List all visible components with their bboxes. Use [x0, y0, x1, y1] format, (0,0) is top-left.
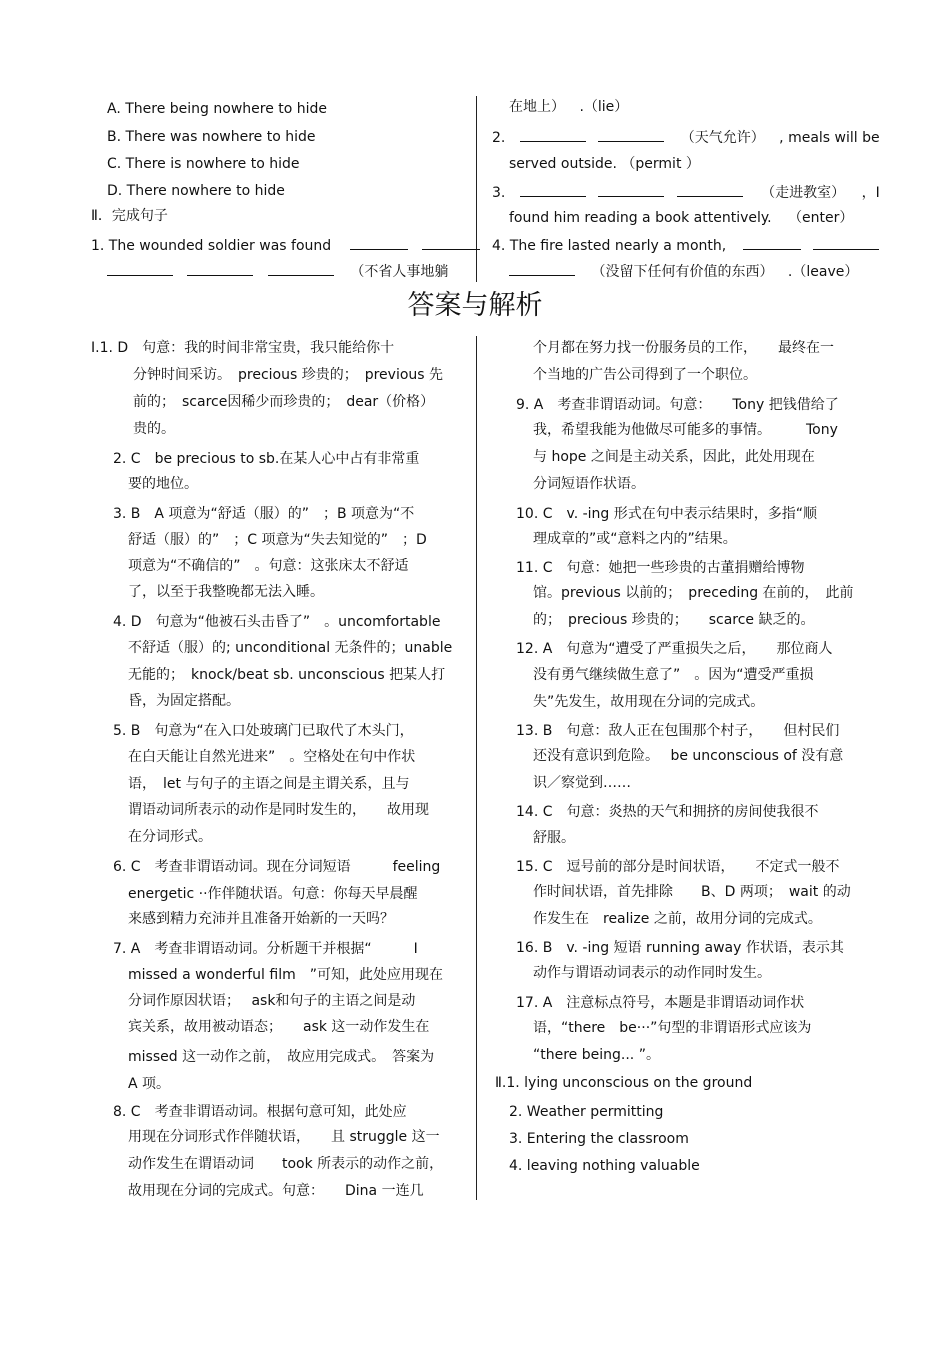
answer-left-line: 谓语动词所表示的动作是同时发生的， 故用现: [128, 802, 429, 818]
question-2-hint: （天气允许）: [680, 130, 765, 146]
answer-left-line: 昏，为固定搭配。: [128, 693, 240, 709]
answer-right-line: 的； precious 珍贵的； scarce 缺乏的。: [533, 612, 815, 628]
blank[interactable]: [268, 262, 334, 276]
question-4: [492, 236, 879, 255]
answer-right-line: 我，希望我能为他做尽可能多的事情。 Tony: [533, 422, 838, 438]
blank[interactable]: [598, 183, 664, 197]
answer-right-line: 馆。previous 以前的； preceding 在前的， 此前: [533, 585, 854, 601]
answer-right-line: 与 hope 之间是主动关系，因此，此处用现在: [533, 449, 815, 465]
question-1-hint-cont: [509, 98, 628, 116]
answer-left-line: missed a wonderful film ”可知，此处应用现在: [128, 967, 443, 983]
question-4-verb: .（leave）: [787, 264, 859, 280]
question-3-cont-text: found him reading a book attentively.: [509, 210, 772, 226]
blank[interactable]: [187, 262, 253, 276]
answer-right-line: 12. A 句意为“遭受了严重损失之后， 那位商人: [516, 641, 833, 657]
answer-left-line: 语， let 与句子的主语之间是主谓关系，且与: [128, 776, 410, 792]
answer-left-line: missed 这一动作之前， 故应用完成式。 答案为: [128, 1049, 435, 1065]
option-a: A. There being nowhere to hide: [107, 101, 328, 117]
answer-right-line: 15. C 逗号前的部分是时间状语， 不定式一般不: [516, 859, 840, 875]
answer-right-line: 语，“there be···”句型的非谓语形式应该为: [533, 1020, 812, 1036]
bottom-column-divider: [476, 336, 477, 1200]
option-b: B. There was nowhere to hide: [107, 129, 316, 145]
answer-left-line: A 项。: [128, 1076, 171, 1092]
answer-left-line: 贵的。: [133, 421, 175, 437]
question-1-text: 1. The wounded soldier was found: [91, 238, 332, 254]
question-1-hint-end: 在地上）: [509, 99, 565, 115]
question-1-verb: .（lie）: [579, 99, 629, 115]
answer-left-line: 用现在分词形式作伴随状语， 且 struggle 这一: [128, 1129, 440, 1145]
question-3-hint: （走进教室）: [761, 185, 846, 201]
blank[interactable]: [813, 236, 879, 250]
blank[interactable]: [520, 128, 586, 142]
blank[interactable]: [743, 236, 801, 250]
question-3-text: ，I: [861, 185, 880, 201]
answer-right-line: 17. A 注意标点符号，本题是非谓语动词作状: [516, 995, 805, 1011]
answer-left-line: 5. B 句意为“在入口处玻璃门已取代了木头门，: [113, 723, 414, 739]
blank[interactable]: [598, 128, 664, 142]
blank[interactable]: [350, 236, 408, 250]
question-4-hint: （没留下任何有价值的东西）: [591, 264, 774, 280]
answer-left-line: 无能的； knock/beat sb. unconscious 把某人打: [128, 667, 446, 683]
blank[interactable]: [677, 183, 743, 197]
question-3-number: 3.: [492, 185, 506, 201]
answer-right-line: 3. Entering the classroom: [509, 1131, 689, 1147]
answer-left-line: 8. C 考查非谓语动词。根据句意可知，此处应: [113, 1104, 407, 1120]
answer-right-line: 10. C v. -ing 形式在句中表示结果时，多指“顺: [516, 506, 817, 522]
answer-left-line: 在分词形式。: [128, 829, 212, 845]
answer-right-line: 还没有意识到危险。 be unconscious of 没有意: [533, 748, 844, 764]
question-4-text: 4. The fire lasted nearly a month,: [492, 238, 727, 254]
answer-right-line: 个当地的广告公司得到了一个职位。: [533, 367, 757, 383]
answer-left-line: 在白天能让自然光进来” 。空格处在句中作状: [128, 749, 416, 765]
answer-right-line: 失”先发生，故用现在分词的完成式。: [533, 694, 765, 710]
question-1-hint: （不省人事地躺: [350, 264, 449, 280]
blank[interactable]: [520, 183, 586, 197]
option-c: C. There is nowhere to hide: [107, 156, 300, 172]
answer-left-line: 7. A 考查非谓语动词。分析题干并根据“ I: [113, 941, 418, 957]
answer-left-line: 项意为“不确信的” 。句意：这张床太不舒适: [128, 558, 409, 574]
answer-left-line: 6. C 考查非谓语动词。现在分词短语 feeling: [113, 859, 441, 875]
answer-right-line: 分词短语作状语。: [533, 476, 645, 492]
answer-right-line: 13. B 句意：敌人正在包围那个村子， 但村民们: [516, 723, 840, 739]
answer-left-line: 宾关系，故用被动语态； ask 这一动作发生在: [128, 1019, 430, 1035]
answer-right-line: 作时间状语，首先排除 B、D 两项； wait 的动: [533, 884, 851, 900]
answer-right-line: 理成章的”或“意料之内的”结果。: [533, 531, 737, 547]
answer-right-line: 9. A 考查非谓语动词。句意： Tony 把钱借给了: [516, 397, 839, 413]
answer-right-line: 舒服。: [533, 830, 575, 846]
answer-right-line: 识／察觉到……: [533, 775, 631, 791]
question-1-line2: [107, 262, 448, 281]
answer-left-line: 3. B A 项意为“舒适（服）的” ；B 项意为“不: [113, 506, 415, 522]
answer-right-line: 2. Weather permitting: [509, 1104, 664, 1120]
question-3-verb: （enter）: [788, 210, 854, 226]
question-3-cont: [509, 209, 853, 227]
answer-right-line: 14. C 句意：炎热的天气和拥挤的房间使我很不: [516, 804, 819, 820]
question-2-text: , meals will be: [779, 130, 880, 146]
answer-left-line: 分钟时间采访。 precious 珍贵的； previous 先: [133, 367, 444, 383]
answer-right-line: 动作与谓语动词表示的动作同时发生。: [533, 965, 771, 981]
answer-left-line: 来感到精力充沛并且准备开始新的一天吗？: [128, 911, 394, 927]
answer-left-line: 前的； scarce因稀少而珍贵的； dear（价格）: [133, 394, 435, 410]
answer-right-line: 4. leaving nothing valuable: [509, 1158, 700, 1174]
answer-right-line: 11. C 句意：她把一些珍贵的古董捐赠给博物: [516, 560, 805, 576]
answer-left-line: energetic ··作伴随状语。句意：你每天早晨醒: [128, 886, 418, 902]
answer-left-line: 4. D 句意为“他被石头击昏了” 。uncomfortable: [113, 614, 441, 630]
answer-left-line: 分词作原因状语； ask和句子的主语之间是动: [128, 993, 416, 1009]
answer-left-line: 故用现在分词的完成式。句意： Dina 一连几: [128, 1183, 424, 1199]
answer-left-line: 舒适（服）的” ；C 项意为“失去知觉的” ；D: [128, 532, 427, 548]
answer-right-line: “there being... ”。: [533, 1047, 660, 1063]
answers-title: 答案与解析: [407, 290, 543, 321]
answer-left-line: 要的地位。: [128, 476, 198, 492]
question-2: [492, 128, 880, 147]
blank[interactable]: [422, 236, 480, 250]
answer-left-line: 了，以至于我整晚都无法入睡。: [128, 584, 324, 600]
option-d: D. There nowhere to hide: [107, 183, 285, 199]
blank[interactable]: [107, 262, 173, 276]
blank[interactable]: [509, 262, 575, 276]
answer-right-line: 个月都在努力找一份服务员的工作， 最终在一: [533, 340, 834, 356]
question-2-cont: served outside. （permit ）: [509, 156, 700, 172]
section-2-heading: Ⅱ．完成句子: [91, 208, 168, 224]
question-3: [492, 183, 880, 202]
answer-left-line: 2. C be precious to sb.在某人心中占有非常重: [113, 451, 420, 467]
question-4-line2: [509, 262, 858, 281]
question-1: [91, 236, 480, 255]
answer-left-line: 不舒适（服）的; unconditional 无条件的；unable: [128, 640, 453, 656]
question-2-number: 2.: [492, 130, 506, 146]
answer-right-line: Ⅱ.1. lying unconscious on the ground: [495, 1075, 753, 1091]
answer-right-line: 没有勇气继续做生意了” 。因为“遭受严重损: [533, 667, 814, 683]
answer-left-line: Ⅰ.1. D 句意：我的时间非常宝贵，我只能给你十: [91, 340, 395, 356]
answer-right-line: 作发生在 realize 之前，故用分词的完成式。: [533, 911, 822, 927]
answer-right-line: 16. B v. -ing 短语 running away 作状语，表示其: [516, 940, 844, 956]
answer-left-line: 动作发生在谓语动词 took 所表示的动作之前，: [128, 1156, 444, 1172]
